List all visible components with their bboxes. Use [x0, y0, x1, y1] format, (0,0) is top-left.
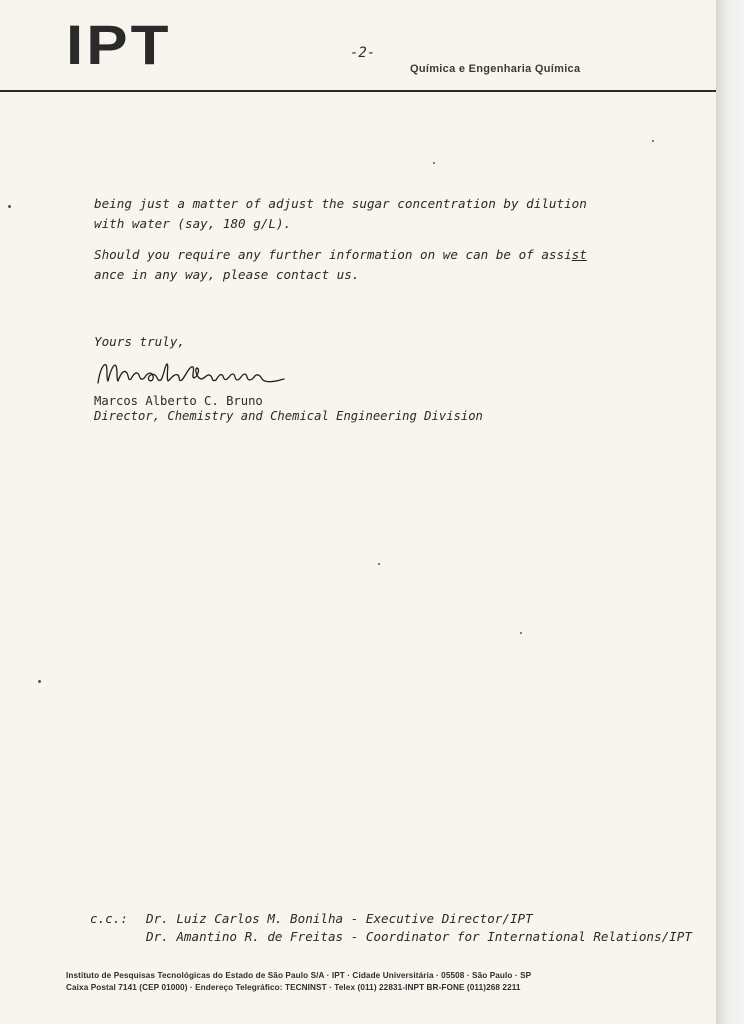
cc-block — [90, 910, 692, 946]
cc-label: c.c.: — [90, 911, 128, 926]
paper-speck — [433, 162, 435, 164]
page-number: -2- — [350, 45, 376, 61]
paragraph-1-line-1: being just a matter of adjust the sugar concentration by dilution — [94, 196, 587, 211]
paragraph-2-line-1 — [94, 245, 587, 265]
paper-speck — [38, 680, 41, 683]
ipt-logo: IPT — [66, 14, 172, 77]
handwritten-signature — [94, 355, 304, 395]
paragraph-1 — [94, 194, 587, 234]
paragraph-2-underlined-text: st — [571, 247, 587, 262]
paragraph-2 — [94, 245, 587, 285]
signer-title: Director, Chemistry and Chemical Engineering Division — [94, 409, 483, 423]
footer-line-2: Caixa Postal 7141 (CEP 01000) · Endereço Telegráfico: TECNINST · Telex (011) 22831-INPT BR-FONE (011)268 2211 — [66, 983, 521, 992]
paper-speck — [8, 205, 11, 208]
signer-name: Marcos Alberto C. Bruno — [94, 394, 263, 408]
paragraph-2-line-2: ance in any way, please contact us. — [94, 267, 360, 282]
header-rule — [0, 90, 716, 92]
scan-page-edge — [716, 0, 744, 1024]
paper-speck — [378, 563, 380, 565]
closing: Yours truly, — [94, 334, 185, 349]
paper-speck — [520, 632, 522, 634]
cc-recipient: Dr. Luiz Carlos M. Bonilha - Executive Director/IPT — [146, 911, 533, 926]
cc-recipient: Dr. Amantino R. de Freitas - Coordinator for International Relations/IPT — [146, 929, 692, 944]
footer-address — [66, 970, 531, 994]
paragraph-1-line-2: with water (say, 180 g/L). — [94, 216, 292, 231]
footer-line-1: Instituto de Pesquisas Tecnológicas do Estado de São Paulo S/A · IPT · Cidade Universitária · 05508 · São Paulo · SP — [66, 971, 532, 980]
signer-block — [94, 394, 483, 424]
paper-speck — [652, 140, 654, 142]
department-heading: Química e Engenharia Química — [410, 63, 581, 75]
paragraph-2-line-1-text: Should you require any further information on we can be of assi — [94, 247, 572, 262]
